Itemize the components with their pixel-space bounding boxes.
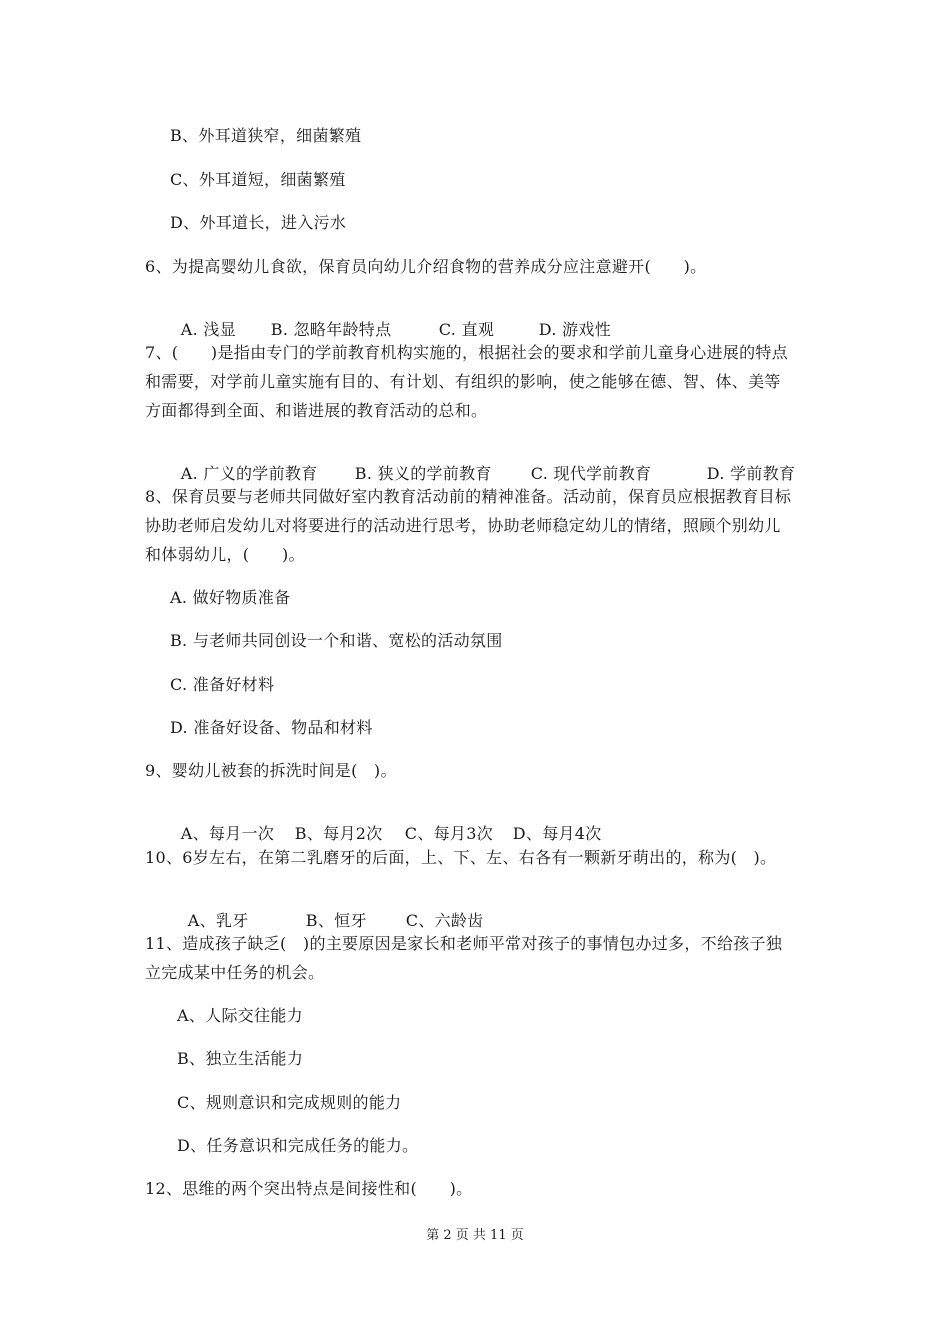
page-number: 第 2 页 共 11 页 <box>426 1228 524 1243</box>
q8-option-d: D. 准备好设备、物品和材料 <box>170 718 373 737</box>
q7-option-b: B. 狭义的学前教育 <box>354 464 492 483</box>
q6-option-b: B. 忽略年龄特点 <box>270 320 392 339</box>
q11-option-b: B、独立生活能力 <box>177 1049 304 1068</box>
q10-option-c: C、六龄齿 <box>405 911 484 930</box>
q9-stem: 9、婴幼儿被套的拆洗时间是( )。 <box>145 761 397 780</box>
q6-option-c: C. 直观 <box>438 320 495 339</box>
q11-option-a: A、人际交往能力 <box>177 1006 303 1025</box>
q6-stem: 6、为提高婴幼儿食欲，保育员向幼儿介绍食物的营养成分应注意避开( )。 <box>145 257 707 276</box>
q9-option-d: D、每月4次 <box>512 824 602 843</box>
q5-option-c: C、外耳道短，细菌繁殖 <box>170 170 346 189</box>
q6-options <box>170 300 611 340</box>
q10-option-b: B、恒牙 <box>305 911 367 930</box>
q7-stem-line-1: 7、( )是指由专门的学前教育机构实施的，根据社会的要求和学前儿童身心进展的特点 <box>145 343 788 362</box>
q8-option-a: A. 做好物质准备 <box>170 588 291 607</box>
q10-options <box>177 891 484 931</box>
q11-option-d: D、任务意识和完成任务的能力。 <box>177 1136 419 1155</box>
q7-options <box>170 444 795 484</box>
q11-stem-line-2: 立完成某中任务的机会。 <box>145 963 325 982</box>
q7-option-d: D. 学前教育 <box>706 464 796 483</box>
q7-stem-line-3: 方面都得到全面、和谐进展的教育活动的总和。 <box>145 401 488 420</box>
q11-stem-line-1: 11、造成孩子缺乏( )的主要原因是家长和老师平常对孩子的事情包办过多，不给孩子独 <box>145 934 783 953</box>
q11-option-c: C、规则意识和完成规则的能力 <box>177 1093 402 1112</box>
q7-option-a: A. 广义的学前教育 <box>180 464 318 483</box>
q8-stem-line-3: 和体弱幼儿，( )。 <box>145 545 305 564</box>
q5-option-d: D、外耳道长，进入污水 <box>170 213 347 232</box>
q9-option-a: A、每月一次 <box>180 824 275 843</box>
q6-option-a: A. 浅显 <box>180 320 237 339</box>
q6-option-d: D. 游戏性 <box>538 320 612 339</box>
q9-option-b: B、每月2次 <box>294 824 383 843</box>
q12-stem: 12、思维的两个突出特点是间接性和( )。 <box>145 1179 473 1198</box>
q10-option-a: A、乳牙 <box>187 911 249 930</box>
q8-option-c: C. 准备好材料 <box>170 675 275 694</box>
q10-stem: 10、6岁左右，在第二乳磨牙的后面，上、下、左、右各有一颗新牙萌出的，称为( )。 <box>145 848 777 867</box>
q5-option-b: B、外耳道狭窄，细菌繁殖 <box>170 126 362 145</box>
q9-options <box>170 804 602 844</box>
q7-option-c: C. 现代学前教育 <box>530 464 652 483</box>
q9-option-c: C、每月3次 <box>404 824 494 843</box>
q8-stem-line-2: 协助老师启发幼儿对将要进行的活动进行思考，协助老师稳定幼儿的情绪，照顾个别幼儿 <box>145 516 781 535</box>
q8-stem-line-1: 8、保育员要与老师共同做好室内教育活动前的精神准备。活动前，保育员应根据教育目标 <box>145 487 792 506</box>
q8-option-b: B. 与老师共同创设一个和谐、宽松的活动氛围 <box>170 631 503 650</box>
q7-stem-line-2: 和需要，对学前儿童实施有目的、有计划、有组织的影响，使之能够在德、智、体、美等 <box>145 372 781 391</box>
